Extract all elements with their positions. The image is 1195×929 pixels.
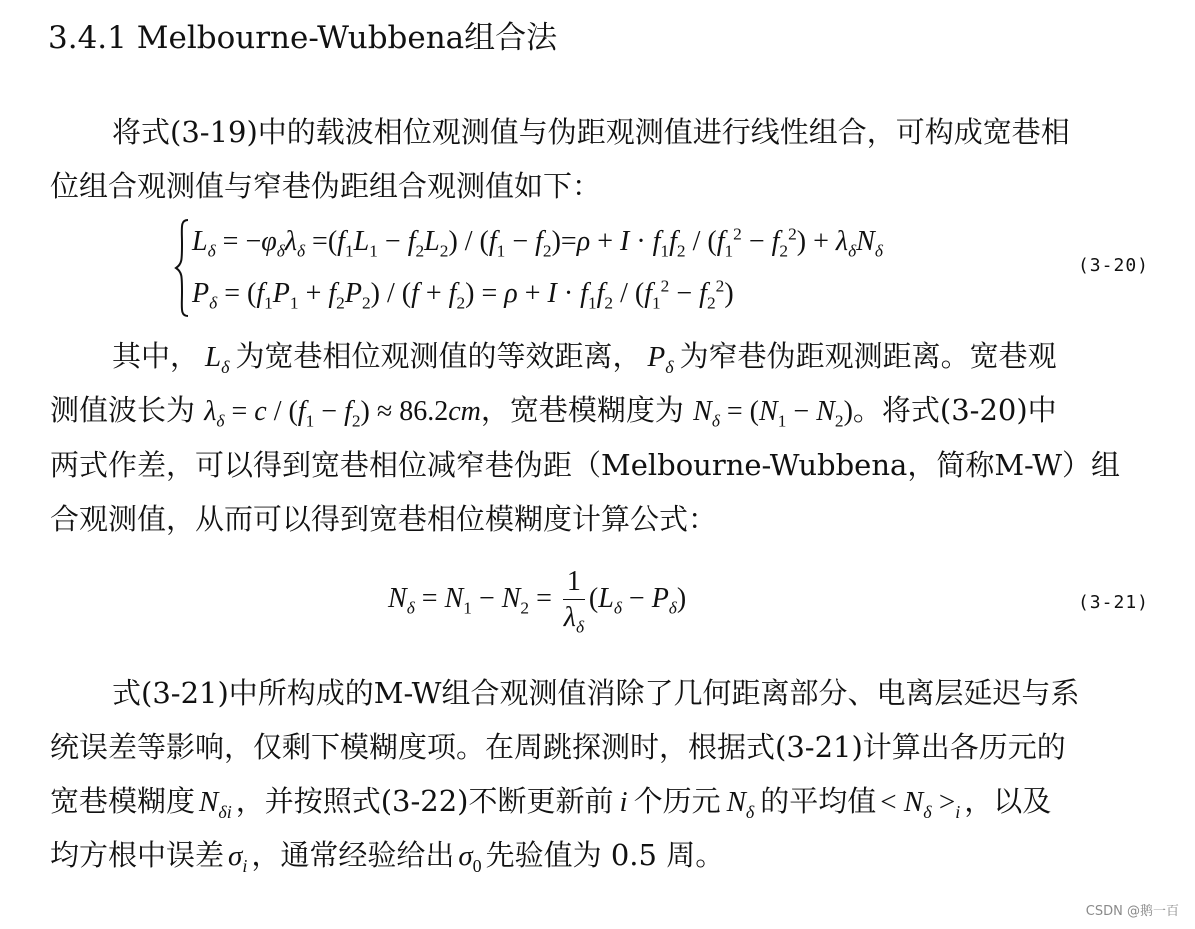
paragraph-cycle-slip-line-2: 统误差等影响，仅剩下模糊度项。在周跳探测时，根据式(3-21)计算出各历元的: [50, 730, 1066, 764]
paragraph-cycle-slip-line-4: 均方根中误差 $\sigma_i$ ，通常经验给出 $\sigma_0$ 先验值为 0.5 周。: [50, 838, 725, 876]
paragraph-cycle-slip-line-1: 式(3-21)中所构成的M-W组合观测值消除了几何距离部分、电离层延迟与系: [112, 676, 1080, 710]
equation-3-21-body: $N_\delta = N_1 - N_2$ = $\frac{1}{\lambda_\delta}$ $(L_\delta - P_\delta)$: [388, 566, 687, 637]
paragraph-intro-line-2: 位组合观测值与窄巷伪距组合观测值如下：: [50, 169, 602, 203]
section-heading: 3.4.1 Melbourne-Wubbena组合法: [48, 20, 558, 56]
paragraph-cycle-slip-line-3: 宽巷模糊度 $N_{\delta i}$ ，并按照式(3-22)不断更新前 i 个历元 $N_\delta$ 的平均值 < $N_\delta >_i$ ，以及: [50, 784, 1052, 822]
paragraph-intro-line-1: 将式(3-19)中的载波相位观测值与伪距观测值进行线性组合，可构成宽巷相: [112, 115, 1070, 149]
paragraph-definitions-line-1: 其中， $L_\delta$ 为宽巷相位观测值的等效距离， $P_\delta$ 为窄巷伪距观测距离。宽巷观: [112, 339, 1057, 377]
paragraph-definitions-line-4: 合观测值，从而可以得到宽巷相位模糊度计算公式：: [50, 502, 718, 536]
paragraph-definitions-line-2: 测值波长为 $\lambda_\delta = c / (f_1 - f_2) \approx 86.2cm$，宽巷模糊度为 $N_\delta = (N_1 - N_2)$。将式(3-20)中: [50, 393, 1057, 431]
equation-row-p-delta: $P_\delta = (f_1P_1 + f_2P_2) / (f + f_2) = \rho + I \cdot f_1f_2 / (f_1^2 - f_2^2)$: [192, 276, 734, 313]
left-brace: [174, 218, 190, 318]
equation-row-l-delta: $L_\delta = -\varphi_\delta\lambda_\delta =(f_1L_1 - f_2L_2) / (f_1 - f_2)=\rho + I \cdot f_1f_2 / (f_1^2 - f_2^2) + \lambda_\delta N_\delta$: [192, 224, 883, 261]
paragraph-definitions-line-3: 两式作差，可以得到宽巷相位减窄巷伪距（Melbourne-Wubbena，简称M-W）组: [50, 448, 1121, 482]
equation-number-3-21: (3-21): [1077, 592, 1149, 613]
fraction-one-over-lambda: $\frac{1}{\lambda_\delta}$: [563, 566, 585, 637]
equation-number-3-20: (3-20): [1077, 255, 1149, 276]
csdn-watermark: CSDN @鹅一百: [1085, 904, 1179, 919]
